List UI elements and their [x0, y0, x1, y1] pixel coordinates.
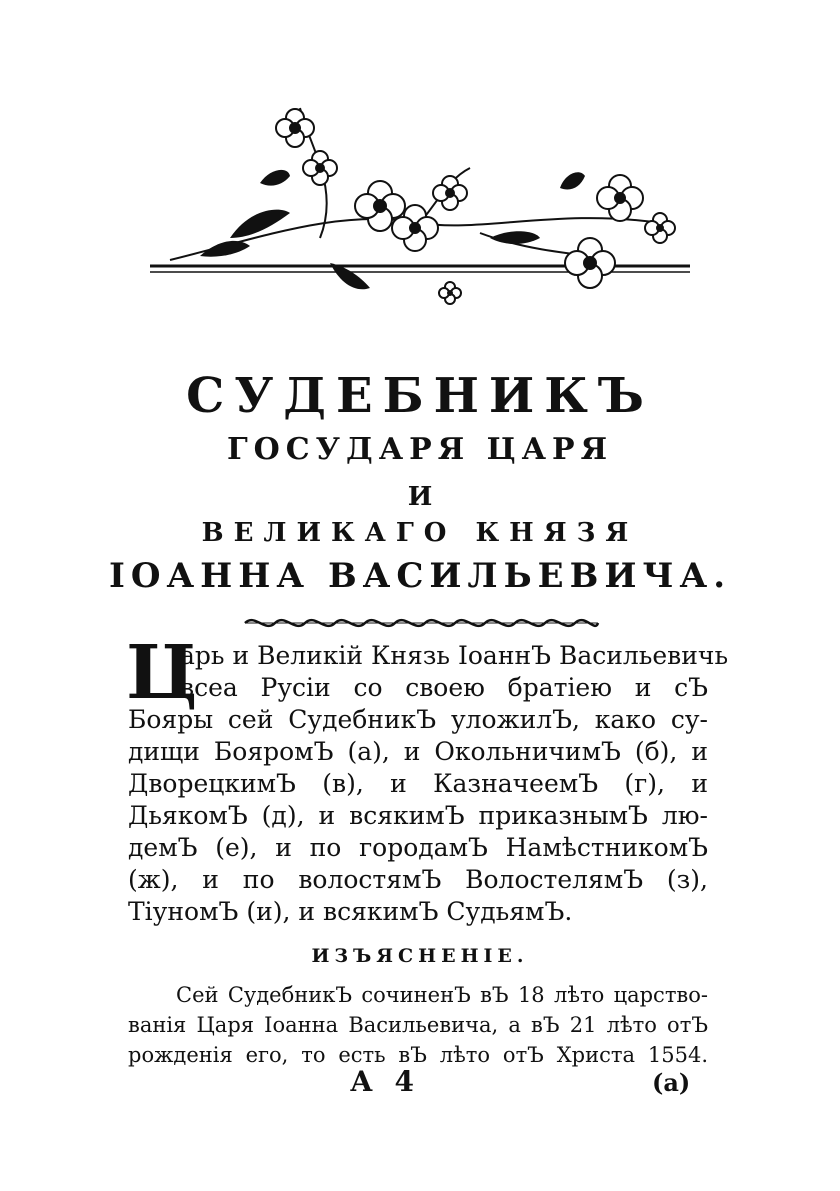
paragraph-line: арь и Великій Князь ІоаннЪ Васильевичь [180, 641, 729, 670]
catchword: (а) [652, 1068, 691, 1097]
main-paragraph [126, 630, 729, 928]
paragraph-line: дищи БояромЪ (а), и ОкольничимЪ (б), и [128, 737, 708, 766]
book-title: СУДЕБНИКЪ [186, 368, 654, 424]
explanation-line: рожденія его, то есть вЪ лѣто отЪ Христа 1554. [128, 1043, 708, 1067]
paragraph-line: всеа Русіи со своею братіею и сЪ [180, 673, 708, 702]
decorative-divider [240, 612, 600, 634]
explanation-heading: ИЗЪЯСНЕНІЕ. [311, 945, 529, 967]
paragraph-line: ДьякомЪ (д), и всякимЪ приказнымЪ лю- [128, 801, 708, 830]
printer-signature-mark: А 4 [350, 1065, 421, 1098]
title-conjunction: И [407, 482, 433, 512]
explanation-paragraph [128, 980, 708, 1070]
title-grand-prince: ВЕЛИКАГО КНЯЗЯ [201, 518, 639, 548]
paragraph-line: ТіуномЪ (и), и всякимЪ СудьямЪ. [128, 897, 573, 926]
drop-cap: Ц [126, 630, 198, 716]
paragraph-line: (ж), и по волостямЪ ВолостелямЪ (з), [128, 865, 708, 894]
explanation-line: Сей СудебникЪ сочиненЪ вЪ 18 лѣто царствo- [176, 983, 708, 1007]
title-ruler-name: ІОАННА ВАСИЛЬЕВИЧА. [108, 556, 732, 596]
floral-headpiece-ornament [140, 88, 700, 308]
paragraph-line: ДворецкимЪ (в), и КазначеемЪ (г), и [128, 769, 708, 798]
paragraph-line: демЪ (е), и по городамЪ НамѣстникомЪ [128, 833, 708, 862]
paragraph-line: Бояры сей СудебникЪ уложилЪ, како су- [128, 705, 708, 734]
explanation-line: ванія Царя Іоанна Васильевича, а вЪ 21 лѣто отЪ [128, 1013, 708, 1037]
title-sovereign-tsar: ГОСУДАРЯ ЦАРЯ [226, 432, 614, 467]
